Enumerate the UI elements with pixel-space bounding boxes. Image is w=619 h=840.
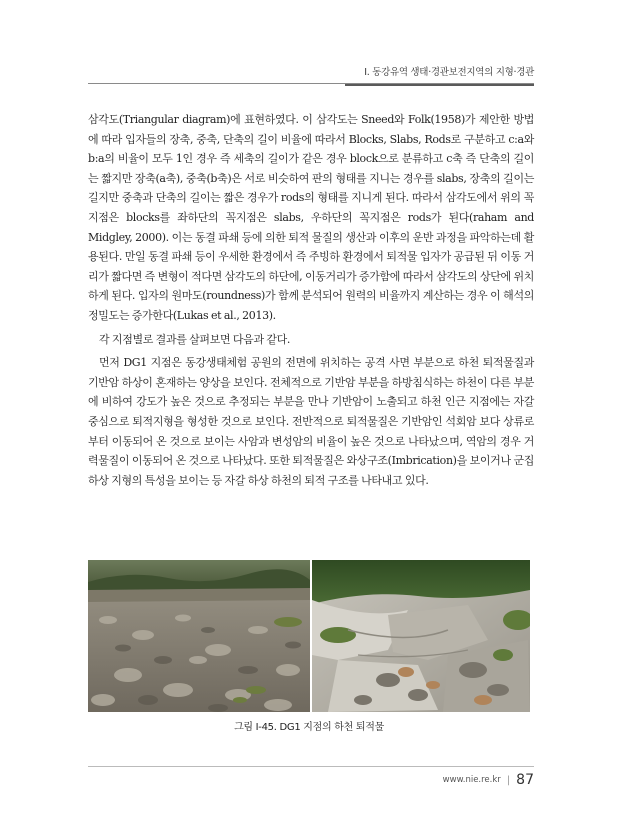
body-text xyxy=(88,110,534,490)
figure-caption: 그림 Ⅰ-45. DG1 지점의 하천 퇴적물 xyxy=(234,722,384,733)
left-photo xyxy=(88,560,310,712)
header-rule xyxy=(88,83,534,84)
running-header: I. 동강유역 생태·경관보전지역의 지형·경관 xyxy=(345,62,534,86)
footer-rule xyxy=(88,766,534,767)
page-footer xyxy=(443,772,534,788)
figure-photo xyxy=(88,560,530,712)
right-photo xyxy=(312,560,530,712)
footer-separator: | xyxy=(506,774,511,786)
paragraph-2: 각 지점별로 결과를 살펴보면 다음과 같다. xyxy=(99,332,291,346)
page-number: 87 xyxy=(516,772,534,788)
paragraph-3: 먼저 DG1 지점은 동강생태체험 공원의 전면에 위치하는 공격 사면 부분으로 하천 퇴적물질과 기반암 하상이 혼재하는 양상을 보인다. 전체적으로 기반암 부분을 하방침식하는 하천이 다른 부분에 비하여 강도가 높은 것으로 추정되는 부분을 만나 기반암이 노출되고 하천 인근 지점에는 자갈 중심으로 퇴적지형을 형성한 것으로 보인다. 전반적으로 퇴적물질은 기반암인 석회암 보다 상류로부터 이동되어 온 것으로 보이는 사암과 변성암의 비율이 높은 것으로 나타났으며, 역암의 경우 거력물질이 이동되어 온 것으로 나타났다. 또한 퇴적물질은 와상구조(Imbrication)을 보이거나 군집하상 지형의 특성을 보이는 등 자갈 하상 하천의 퇴적 구조를 나타내고 있다. xyxy=(88,356,534,487)
footer-url[interactable]: www.nie.re.kr xyxy=(442,775,501,785)
paragraph-1: 삼각도(Triangular diagram)에 표현하였다. 이 삼각도는 Sneed와 Folk(1958)가 제안한 방법에 따라 입자들의 장축, 중축, 단축의 길이 비율에 따라서 Blocks, Slabs, Rods로 구분하고 c:a와 b:a의 비율이 모두 1인 경우 즉 세축의 길이가 같은 경우 block으로 분류하고 c축 즉 단축의 길이는 짧지만 장축(a축), 중축(b축)은 서로 비슷하여 판의 형태를 지니는 경우를 slabs, 장축의 길이는 길지만 중축과 단축의 길이는 짧은 경우가 rods의 형태를 지니게 된다. 따라서 삼각도에서 위의 꼭지점은 blocks를 좌하단의 꼭지점은 slabs, 우하단의 꼭지점은 rods가 된다(raham and Midgley, 2000). 이는 동결 파쇄 등에 의한 퇴적 물질의 생산과 이후의 운반 과정을 파악하는데 활용된다. 만일 동결 파쇄 등이 우세한 환경에서 즉 주빙하 환경에서 퇴적물 입자가 공급된 뒤 이동 거리가 짧다면 즉 변형이 적다면 삼각도의 하단에, 이동거리가 증가함에 따라서 삼각도의 상단에 위치하게 된다. 입자의 원마도(roundness)가 함께 분석되어 원력의 비율까지 계산하는 경우 이 해석의 정밀도는 증가한다(Lukas et al., 2013). xyxy=(88,113,534,322)
